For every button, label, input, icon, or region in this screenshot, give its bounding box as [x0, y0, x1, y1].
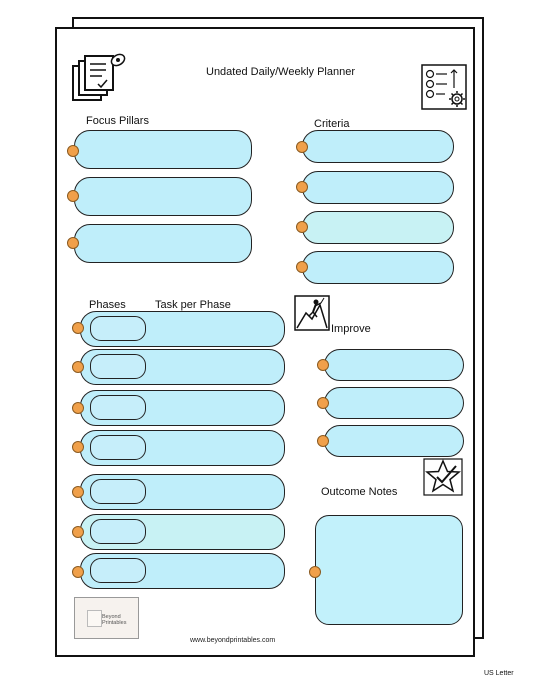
- bullet-dot: [72, 441, 84, 453]
- bullet-dot: [317, 397, 329, 409]
- bullet-dot: [72, 526, 84, 538]
- bullet-dot: [296, 181, 308, 193]
- improve-field[interactable]: [324, 349, 464, 381]
- bullet-dot: [72, 361, 84, 373]
- improve-heading: Improve: [331, 323, 371, 335]
- phase-field[interactable]: [90, 354, 146, 379]
- numbered-list-gear-icon: [421, 64, 467, 110]
- improve-field[interactable]: [324, 387, 464, 419]
- task-per-phase-heading: Task per Phase: [155, 299, 231, 311]
- bullet-dot: [317, 435, 329, 447]
- outcome-notes-heading: Outcome Notes: [321, 486, 398, 498]
- bullet-dot: [296, 221, 308, 233]
- page-title: Undated Daily/Weekly Planner: [206, 66, 355, 78]
- bullet-dot: [72, 566, 84, 578]
- phase-field[interactable]: [90, 519, 146, 544]
- focus-pillars-heading: Focus Pillars: [86, 115, 149, 127]
- bullet-dot: [67, 190, 79, 202]
- logo-line-1: Beyond: [102, 614, 121, 620]
- criteria-field[interactable]: [302, 211, 454, 244]
- bullet-dot: [296, 141, 308, 153]
- focus-pillar-field[interactable]: [74, 130, 252, 169]
- phases-heading: Phases: [89, 299, 126, 311]
- bullet-dot: [317, 359, 329, 371]
- improve-field[interactable]: [324, 425, 464, 457]
- focus-pillar-field[interactable]: [74, 177, 252, 216]
- logo-line-2: Printables: [102, 620, 127, 626]
- star-check-badge-icon: [423, 458, 463, 496]
- bullet-dot: [67, 145, 79, 157]
- bullet-dot: [309, 566, 321, 578]
- criteria-heading: Criteria: [314, 118, 350, 130]
- bullet-dot: [72, 486, 84, 498]
- footer-url[interactable]: www.beyondprintables.com: [190, 637, 276, 644]
- bullet-dot: [296, 261, 308, 273]
- bullet-dot: [72, 322, 84, 334]
- criteria-field[interactable]: [302, 171, 454, 204]
- outcome-notes-field[interactable]: [315, 515, 463, 625]
- logo-mark-icon: [87, 610, 102, 627]
- paper-size-label: US Letter: [484, 670, 514, 677]
- focus-pillar-field[interactable]: [74, 224, 252, 263]
- climber-mountain-icon: [294, 295, 330, 331]
- criteria-field[interactable]: [302, 130, 454, 163]
- phase-field[interactable]: [90, 435, 146, 460]
- phase-field[interactable]: [90, 395, 146, 420]
- bullet-dot: [67, 237, 79, 249]
- criteria-field[interactable]: [302, 251, 454, 284]
- phase-field[interactable]: [90, 558, 146, 583]
- phase-field[interactable]: [90, 316, 146, 341]
- checklist-clipboard-icon: [70, 52, 128, 104]
- brand-logo: [74, 597, 139, 639]
- phase-field[interactable]: [90, 479, 146, 504]
- bullet-dot: [72, 402, 84, 414]
